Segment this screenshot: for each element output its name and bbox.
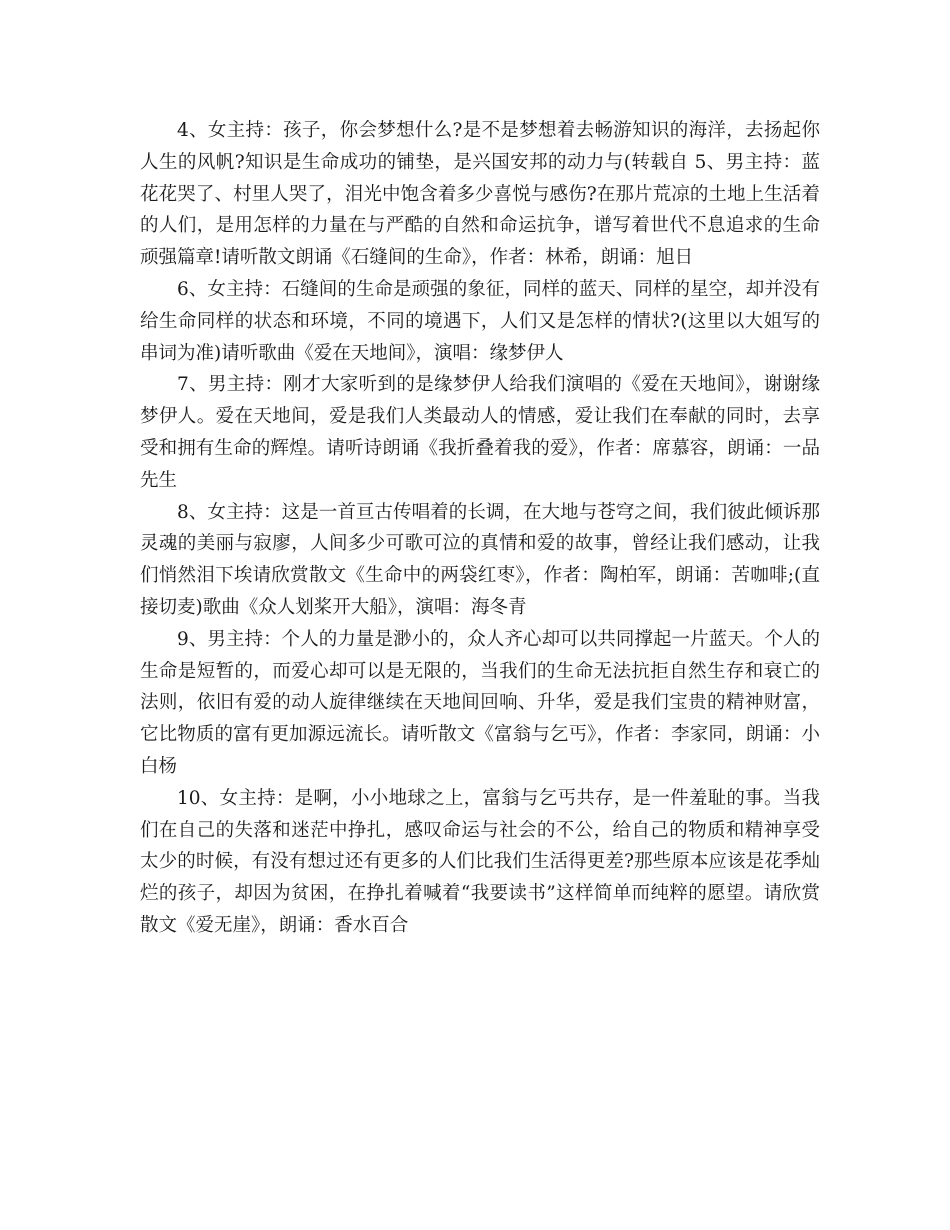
document-body [140, 115, 820, 942]
paragraph-8: 8、女主持：这是一首亘古传唱着的长调，在大地与苍穹之间，我们彼此倾诉那灵魂的美丽与寂廖，人间多少可歌可泣的真情和爱的故事，曾经让我们感动，让我们悄然泪下埃请欣赏散文《生命中的两袋红枣》，作者：陶柏军，朗诵：苦咖啡;(直接切麦)歌曲《众人划桨开大船》，演唱：海冬青 [140, 501, 820, 618]
paragraph-7: 7、男主持：刚才大家听到的是缘梦伊人给我们演唱的《爱在天地间》，谢谢缘梦伊人。爱在天地间，爱是我们人类最动人的情感，爱让我们在奉献的同时，去享受和拥有生命的辉煌。请听诗朗诵《我折叠着我的爱》，作者：席慕容，朗诵：一品先生 [140, 374, 820, 491]
paragraph-4-5: 4、女主持：孩子，你会梦想什么?是不是梦想着去畅游知识的海洋，去扬起你人生的风帆?知识是生命成功的铺垫，是兴国安邦的动力与(转载自 5、男主持：蓝花花哭了、村里人哭了，泪光中饱含着多少喜悦与感伤?在那片荒凉的土地上生活着的人们，是用怎样的力量在与严酷的自然和命运抗争，谱写着世代不息追求的生命顽强篇章!请听散文朗诵《石缝间的生命》，作者：林希，朗诵：旭日 [140, 120, 820, 269]
paragraph-9: 9、男主持：个人的力量是渺小的，众人齐心却可以共同撑起一片蓝天。个人的生命是短暂的，而爱心却可以是无限的，当我们的生命无法抗拒自然生存和衰亡的法则，依旧有爱的动人旋律继续在天地间回响、升华，爱是我们宝贵的精神财富，它比物质的富有更加源远流长。请听散文《富翁与乞丐》，作者：李家同，朗诵：小白杨 [140, 628, 820, 777]
paragraph-6: 6、女主持：石缝间的生命是顽强的象征，同样的蓝天、同样的星空，却并没有给生命同样的状态和环境，不同的境遇下，人们又是怎样的情状?(这里以大姐写的串词为准)请听歌曲《爱在天地间》，演唱：缘梦伊人 [140, 278, 820, 364]
paragraph-10: 10、女主持：是啊，小小地球之上，富翁与乞丐共存，是一件羞耻的事。当我们在自己的失落和迷茫中挣扎，感叹命运与社会的不公，给自己的物质和精神享受太少的时候，有没有想过还有更多的人们比我们生活得更差?那些原本应该是花季灿烂的孩子，却因为贫困，在挣扎着喊着“我要读书”这样简单而纯粹的愿望。请欣赏散文《爱无崖》，朗诵：香水百合 [140, 787, 820, 936]
